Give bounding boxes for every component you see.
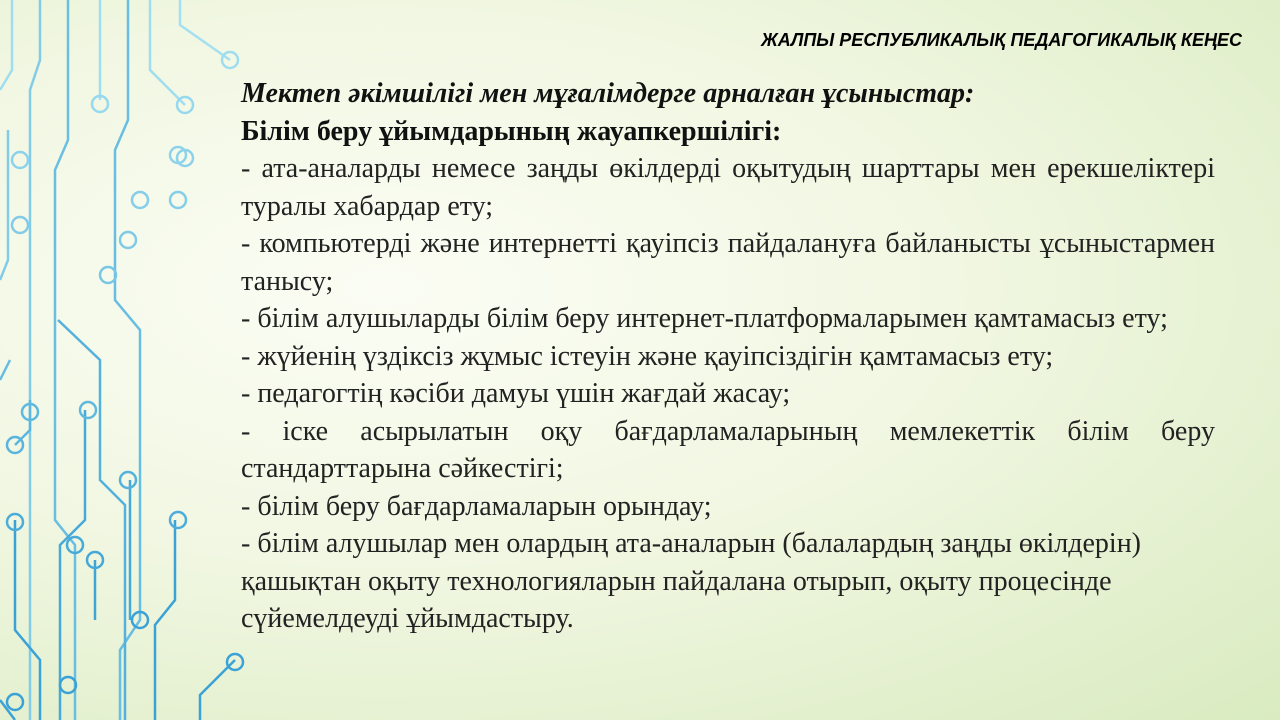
circuit-node xyxy=(80,402,96,418)
council-header: ЖАЛПЫ РЕСПУБЛИКАЛЫҚ ПЕДАГОГИКАЛЫҚ КЕҢЕС xyxy=(761,30,1242,50)
circuit-node xyxy=(12,217,28,233)
list-item: - білім беру бағдарламаларын орындау; xyxy=(241,490,712,522)
circuit-line xyxy=(55,0,75,720)
list-item: - ата-аналарды немесе заңды өкілдерді оқытудың шарттары мен ерекшеліктері туралы хабардар ету; xyxy=(241,153,1215,222)
list-item: - жүйенің үздіксіз жұмыс істеуін және қауіпсіздігін қамтамасыз ету; xyxy=(241,340,1054,372)
slide-content xyxy=(241,75,1215,638)
circuit-line xyxy=(0,130,8,280)
circuit-node xyxy=(170,192,186,208)
circuit-line xyxy=(0,0,12,90)
circuit-node xyxy=(7,694,23,710)
circuit-line xyxy=(15,520,40,720)
circuit-node xyxy=(132,192,148,208)
slide-subtitle: Білім беру ұйымдарының жауапкершілігі: xyxy=(241,115,782,147)
list-item: - компьютерді және интернетті қауіпсіз пайдалануға байланысты ұсыныстармен танысу; xyxy=(241,228,1215,297)
circuit-line xyxy=(0,360,10,380)
circuit-node xyxy=(12,152,28,168)
circuit-node xyxy=(60,677,76,693)
circuit-node xyxy=(227,654,243,670)
circuit-node xyxy=(170,512,186,528)
circuit-line xyxy=(155,520,175,720)
list-item: - білім алушылар мен олардың ата-аналарын (балалардың заңды өкілдерін) қашықтан оқыту технологияларын пайдалана отырып, оқыту процесінде сүйемелдеуді ұйымдастыру. xyxy=(241,528,1142,634)
circuit-line xyxy=(60,410,85,720)
list-item: - білім алушыларды білім беру интернет-платформаларымен қамтамасыз ету; xyxy=(241,303,1168,334)
circuit-decoration xyxy=(0,0,260,720)
circuit-node xyxy=(120,232,136,248)
circuit-node xyxy=(120,472,136,488)
slide-title: Мектеп әкімшілігі мен мұғалімдерге арналған ұсыныстар: xyxy=(241,78,975,109)
list-item: - іске асырылатын оқу бағдарламаларының мемлекеттік білім беру стандарттарына сәйкестігі; xyxy=(241,415,1215,484)
list-item: - педагогтің кәсіби дамуы үшін жағдай жасау; xyxy=(241,378,791,409)
circuit-line xyxy=(58,320,125,720)
circuit-line xyxy=(30,0,40,720)
circuit-node xyxy=(100,267,116,283)
circuit-line xyxy=(180,0,230,60)
